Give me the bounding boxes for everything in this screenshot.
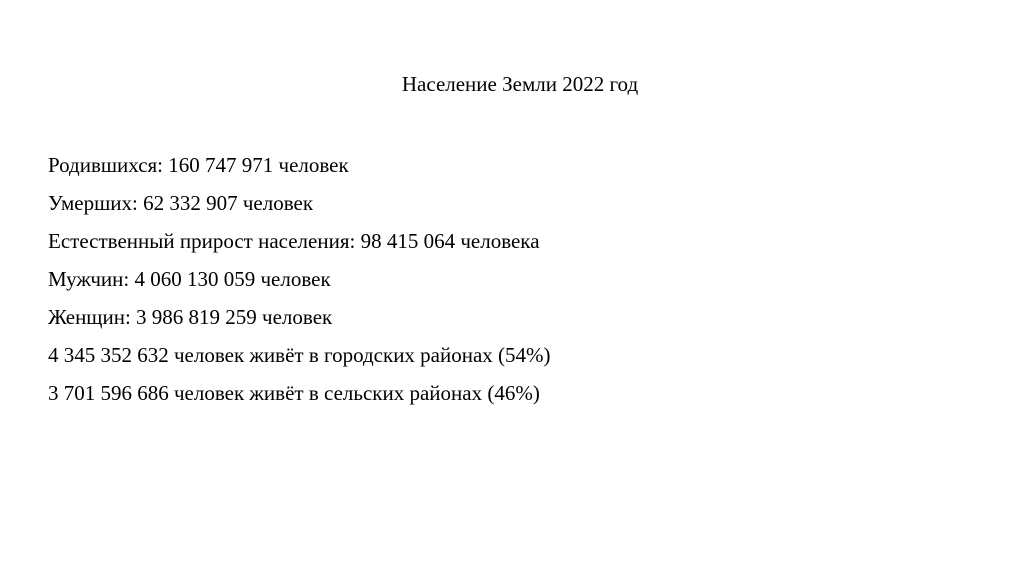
deaths-line: Умерших: 62 332 907 человек [48,191,314,215]
urban-population-line: 4 345 352 632 человек живёт в городских районах (54%) [48,343,551,367]
statistics-list [48,146,551,412]
slide-title: Население Земли 2022 год [401,72,639,96]
births-line: Родившихся: 160 747 971 человек [48,153,349,177]
women-line: Женщин: 3 986 819 259 человек [48,305,333,329]
natural-growth-line: Естественный прирост населения: 98 415 064 человека [48,229,540,253]
men-line: Мужчин: 4 060 130 059 человек [48,267,331,291]
rural-population-line: 3 701 596 686 человек живёт в сельских районах (46%) [48,381,540,405]
